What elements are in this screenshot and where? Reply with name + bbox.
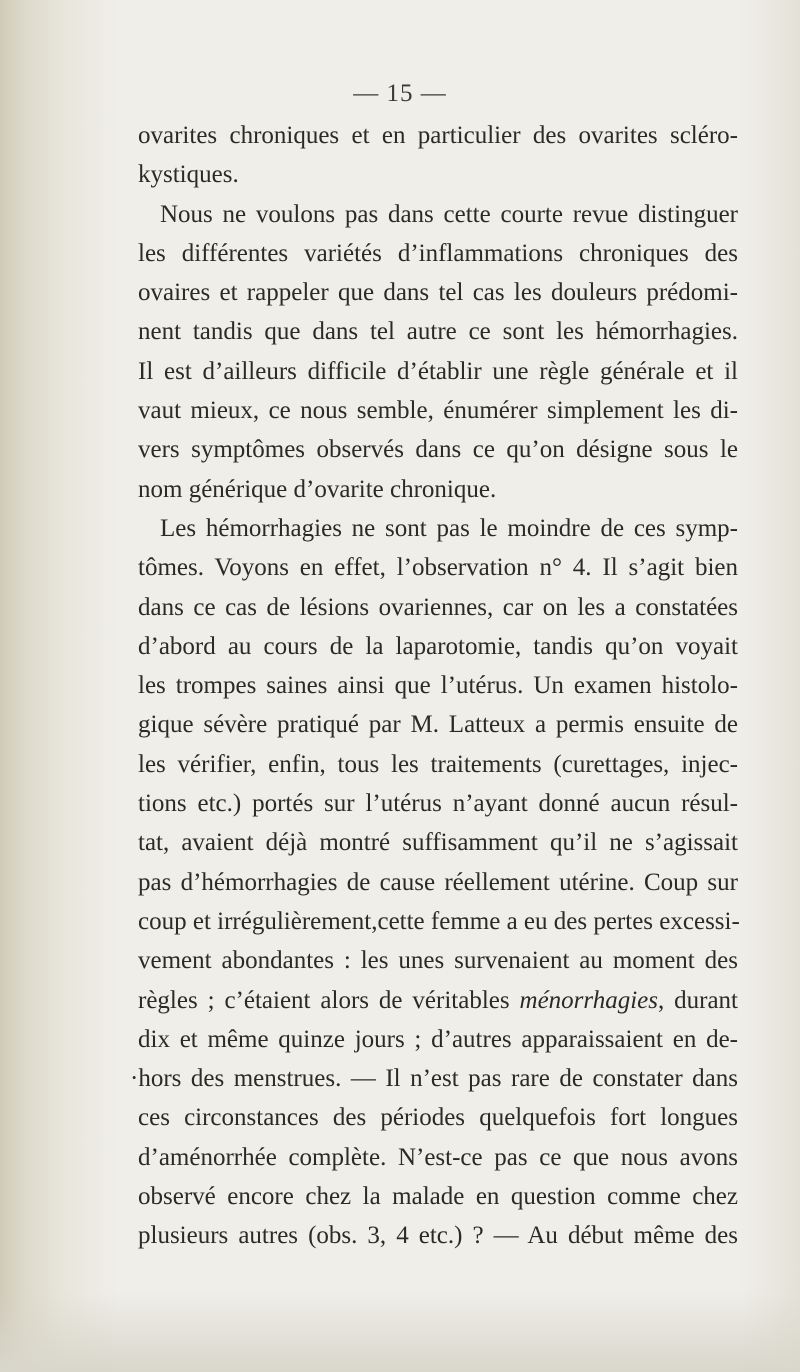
text-line: Nous ne voulons pas dans cette courte revue distinguer [160,200,738,228]
text-line: tat, avaient déjà montré suffisamment qu’il ne s’agissait [138,829,738,857]
page-edge-shadow-right [740,0,800,1372]
text-line: tômes. Voyons en effet, l’observation n° 4. Il s’agit bien [138,554,738,582]
text-line: kystiques. [138,161,239,189]
text-line: coup et irrégulièrement,cette femme a eu des pertes excessi- [138,907,740,935]
text-line-start: règles ; c’étaient alors de véritables [138,986,520,1014]
page-bottom-shadow [0,1292,800,1372]
text-line: vers symptômes observés dans ce qu’on désigne sous le [138,436,738,464]
body-text [130,116,740,1256]
page-number: — 15 — [353,80,447,107]
text-line: ces circonstances des périodes quelquefois fort longues [138,1104,738,1132]
text-line [138,981,738,1020]
text-line: tions etc.) portés sur l’utérus n’ayant donné aucun résul- [138,790,738,818]
text-line: nom générique d’ovarite chronique. [138,475,497,503]
text-line: nent tandis que dans tel autre ce sont les hémorrhagies. [138,318,738,346]
text-line: plusieurs autres (obs. 3, 4 etc.) ? — Au début même des [138,1222,738,1250]
page-edge-shadow [0,0,120,1372]
text-line: ovaires et rappeler que dans tel cas les douleurs prédomi- [138,279,738,307]
text-line: observé encore chez la malade en question comme chez [138,1183,738,1211]
text-line: ·hors des menstrues. — Il n’est pas rare de constater dans [130,1065,738,1093]
text-line: vement abondantes : les unes survenaient au moment des [138,947,738,975]
text-line: d’abord au cours de la laparotomie, tandis qu’on voyait [138,632,738,660]
text-line: les vérifier, enfin, tous les traitements (curettages, injec- [138,750,738,778]
text-line: les différentes variétés d’inflammations chroniques des [138,239,738,267]
text-line: vaut mieux, ce nous semble, énumérer simplement les di- [138,397,738,425]
text-line: Les hémorrhagies ne sont pas le moindre de ces symp- [160,514,738,542]
text-line: ovarites chroniques et en particulier des ovarites scléro- [138,122,738,149]
italic-term: ménorrhagies [519,986,658,1014]
text-line: pas d’hémorrhagies de cause réellement utérine. Coup sur [138,868,738,896]
text-line: Il est d’ailleurs difficile d’établir une règle générale et il [138,357,738,385]
text-line: dix et même quinze jours ; d’autres apparaissaient en de- [138,1025,738,1053]
text-line-end: , durant [657,986,738,1014]
text-line: dans ce cas de lésions ovariennes, car on les a constatées [138,593,738,621]
text-line: d’aménorrhée complète. N’est-ce pas ce que nous avons [138,1143,738,1171]
text-line: les trompes saines ainsi que l’utérus. Un examen histolo- [138,672,738,700]
text-line: gique sévère pratiqué par M. Latteux a permis ensuite de [138,711,738,739]
